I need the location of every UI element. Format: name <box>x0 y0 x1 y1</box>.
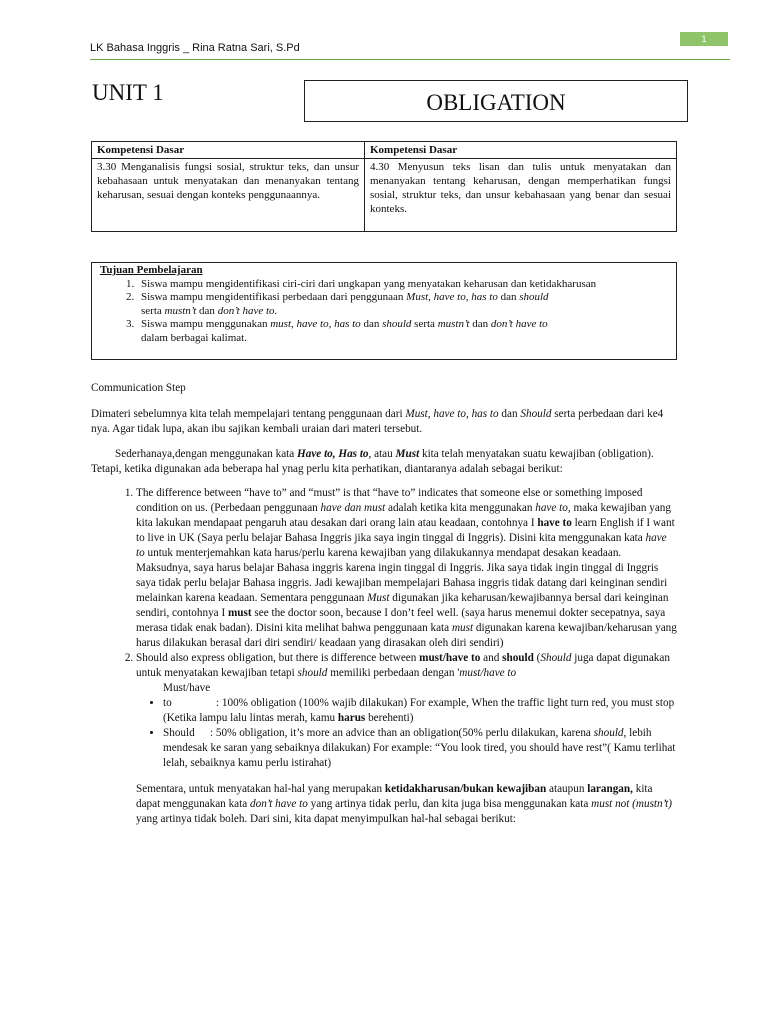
paragraph: Sederhanaya,dengan menggunakan kata Have to, Has to, atau Must kita telah menyatakan suatu kewajiban (obligation). Tetapi, ketika digunakan ada beberapa hal ynag perlu kita perhatikan, diantaranya adalah sebagai berikut: <box>91 448 654 475</box>
kompetensi-table <box>91 141 677 232</box>
list-item: 1. The difference between “have to” and “must” is that “have to” indicates that someone else or something imposed condition on us. (Perbedaan penggunaan have dan must adalah ketika kita menggunakan have to, maka kewajiban yang kita lakukan mendapaat pengaruh atau desakan dari orang lain atau keadaan, contohnya I have to learn English if I want to live in UK (Saya perlu belajar Bahasa Inggris jika saya ingin tinggal di Inggris). Disini kita menggunakan kata have to untuk menterjemahkan kata harus/perlu karena kewajiban yang dilakukannya mendapat desakan keadaan. Maksudnya, saya harus belajar Bahasa inggris karena ingin tinggal di Inggris. Jika saya tidak ingin tinggal di Inggris saya tidak perlu belajar Bahasa inggris. Jadi kewajiban mempelajari Bahasa inggris tidak datang dari keinginan sendiri melainkan karena keadaan. Sementara penggunaan Must digunakan jika keharusan/kewajibannya bersal dari keinginan sendiri, contohnya I must see the doctor soon, because I don’t feel well. (saya harus menemui dokter secepatnya, saya merasa tidak enak badan). Disini kita melihat bahwa penggunaan kata must digunakan karena kewajiban/keharusan yang harus dilakukan berasal dari diri sendiri/ keadaan yang dirasakan oleh diri sendiri) <box>136 486 677 651</box>
bullet-list <box>136 681 677 771</box>
tujuan-item: 2. Siswa mampu mengidentifikasi perbedaan dari penggunaan Must, have to, has to dan should serta mustn’t dan don’t have to. <box>137 291 668 318</box>
kompetensi-cell-right: 4.30 Menyusun teks lisan dan tulis untuk menyatakan dan menanyakan tentang keharusan, dengan memperhatikan fungsi sosial, struktur teks, dan unsur kebahasaan yang benar dan sesuai konteks. <box>365 159 677 232</box>
page-title: OBLIGATION <box>304 80 688 122</box>
kompetensi-cell-left: 3.30 Menganalisis fungsi sosial, struktur teks, dan unsur kebahasaan untuk menyatakan dan menanyakan tentang keharusan, sesuai dengan konteks penggunaannya. <box>92 159 365 232</box>
tujuan-item: 1. Siswa mampu mengidentifikasi ciri-ciri dari ungkapan yang menyatakan keharusan dan ketidakharusan <box>137 278 668 292</box>
bullet-item: • Should : 50% obligation, it’s more an advice than an obligation(50% perlu dilakukan, karena should, lebih mendesak ke saran yang sebaiknya dilakukan) For example: “You look tired, you should have rest”( Kamu terlihat lelah, sebaiknya kamu perlu istirahat) <box>163 726 677 771</box>
tujuan-list <box>100 278 668 346</box>
explanation-list <box>91 486 677 771</box>
bullet-item: • Must/have to : 100% obligation (100% wajib dilakukan) For example, When the traffic light turn red, you must stop (Ketika lampu lalu lintas merah, kamu harus berehenti) <box>163 681 677 726</box>
section-heading: Communication Step <box>91 382 186 394</box>
body-text <box>91 381 677 827</box>
tujuan-item: 3. Siswa mampu menggunakan must, have to, has to dan should serta mustn’t dan don’t have to dalam berbagai kalimat. <box>137 318 668 345</box>
header-divider <box>90 59 730 60</box>
paragraph: Sementara, untuk menyatakan hal-hal yang merupakan ketidakharusan/bukan kewajiban ataupun larangan, kita dapat menggunakan kata don’t have to yang artinya tidak perlu, dan kita juga bisa menggunakan kata must not (mustn’t) yang artinya tidak boleh. Dari sini, kita dapat menyimpulkan hal-hal sebagai berikut: <box>136 783 672 825</box>
unit-label: UNIT 1 <box>92 80 164 105</box>
list-item: 2. Should also express obligation, but there is difference between must/have to and should (Should juga dapat digunakan untuk menyatakan kewajiban tetapi should memiliki perbedaan dengan 'must/have to • Must/have to : 100% obligation (100% wajib dilakukan) For example, When the traffic light turn red, you must stop (Ketika lampu lalu lintas merah, kamu harus berehenti) • Should : 50% obligation, it’s more an advice than an obligation(50% perlu dilakukan, karena should, lebih mendesak ke saran yang sebaiknya dilakukan) For example: “You look tired, you should have rest”( Kamu terlihat lelah, sebaiknya kamu perlu istirahat) <box>136 651 677 771</box>
kompetensi-header-left: Kompetensi Dasar <box>92 142 365 159</box>
tujuan-title: Tujuan Pembelajaran <box>100 264 203 276</box>
document-header: LK Bahasa Inggris _ Rina Ratna Sari, S.Pd <box>90 42 300 54</box>
tujuan-pembelajaran-box <box>91 262 677 360</box>
paragraph: Dimateri sebelumnya kita telah mempelajari tentang penggunaan dari Must, have to, has to dan Should serta perbedaan dari ke4 nya. Agar tidak lupa, akan ibu sajikan kembali uraian dari materi tersebut. <box>91 408 664 435</box>
page-number: 1 <box>680 32 728 46</box>
kompetensi-header-right: Kompetensi Dasar <box>365 142 677 159</box>
